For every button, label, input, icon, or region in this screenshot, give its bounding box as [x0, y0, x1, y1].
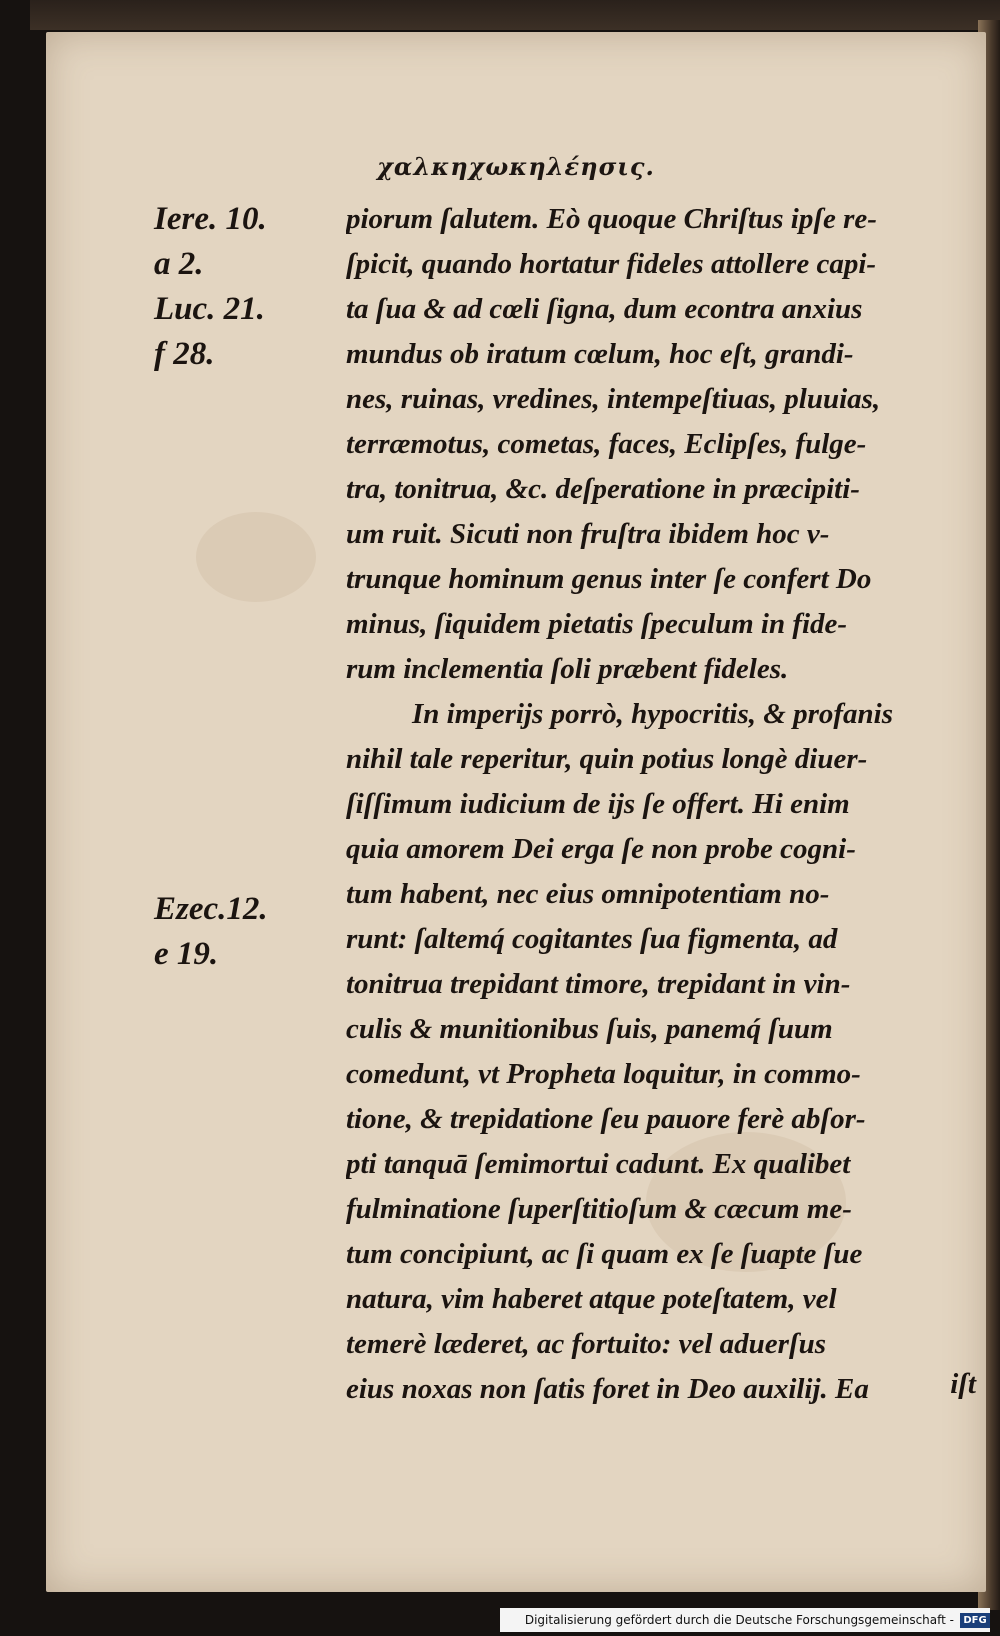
text-line: nes, ruinas, vredines, intempeſtiuas, pluuias, [346, 383, 881, 415]
text-line: minus, ſiquidem pietatis ſpeculum in fide- [346, 608, 848, 640]
catchword [46, 1368, 986, 1401]
text-line: tra, tonitrua, &c. deſperatione in præcipiti- [346, 473, 860, 505]
text-line: terræmotus, cometas, faces, Eclipſes, fulge- [346, 428, 867, 460]
text-line: quia amorem Dei erga ſe non probe cogni- [346, 833, 856, 865]
text-line: comedunt, vt Propheta loquitur, in commo- [346, 1058, 861, 1090]
text-line: culis & munitionibus ſuis, panemq́ ſuum [346, 1013, 833, 1045]
margin-note: Luc. 21. [154, 291, 265, 327]
text-line: ſpicit, quando hortatur fideles attollere capi- [346, 248, 877, 280]
text-line: trunque hominum genus inter ſe confert Do [346, 563, 872, 595]
margin-note: e 19. [154, 936, 219, 972]
text-line: tum concipiunt, ac ſi quam ex ſe ſuapte ſue [346, 1238, 863, 1270]
text-line: temerè læderet, ac fortuito: vel aduerſus [346, 1328, 827, 1360]
text-line: In imperijs porrò, hypocritis, & profanis [412, 698, 893, 730]
text-line: ſiſſimum iudicium de ijs ſe offert. Hi enim [346, 788, 850, 820]
text-line: pti tanquā ſemimortui cadunt. Ex qualibet [346, 1148, 851, 1180]
text-line: tione, & trepidatione ſeu pauore ferè abſor- [346, 1103, 866, 1135]
credit-text: Digitalisierung gefördert durch die Deutsche Forschungsgemeinschaft - [524, 1613, 954, 1627]
text-line: piorum ſalutem. Eò quoque Chriſtus ipſe re- [346, 203, 877, 235]
text-line: fulminatione ſuperſtitioſum & cæcum me- [346, 1193, 852, 1225]
text-line: eius noxas non ſatis foret in Deo auxilij. Ea [346, 1373, 869, 1405]
page-edge-top [30, 0, 1000, 30]
text-line: ta ſua & ad cœli ſigna, dum econtra anxius [346, 293, 863, 325]
page-headline: χαλκηχωκηλέησις. [377, 152, 655, 181]
text-line: natura, vim haberet atque poteſtatem, vel [346, 1283, 837, 1315]
body-text [346, 197, 986, 1412]
book-page [46, 32, 986, 1592]
catchword-text: iſt [950, 1368, 976, 1400]
margin-note: Ezec.12. [154, 891, 268, 927]
margin-note: f 28. [154, 336, 215, 372]
margin-notes [154, 197, 314, 977]
text-line: um ruit. Sicuti non fruſtra ibidem hoc v- [346, 518, 830, 550]
margin-note: a 2. [154, 246, 204, 282]
text-line: runt: ſaltemq́ cogitantes ſua figmenta, ad [346, 923, 838, 955]
text-line: nihil tale reperitur, quin potius longè diuer- [346, 743, 868, 775]
text-line: tum habent, nec eius omnipotentiam no- [346, 878, 830, 910]
margin-note: Iere. 10. [154, 201, 267, 237]
text-line: rum inclementia ſoli præbent fideles. [346, 653, 789, 685]
text-line: mundus ob iratum cœlum, hoc eſt, grandi- [346, 338, 854, 370]
text-line: tonitrua trepidant timore, trepidant in vin- [346, 968, 851, 1000]
digitization-credit [500, 1608, 990, 1632]
dfg-logo: DFG [960, 1613, 990, 1628]
